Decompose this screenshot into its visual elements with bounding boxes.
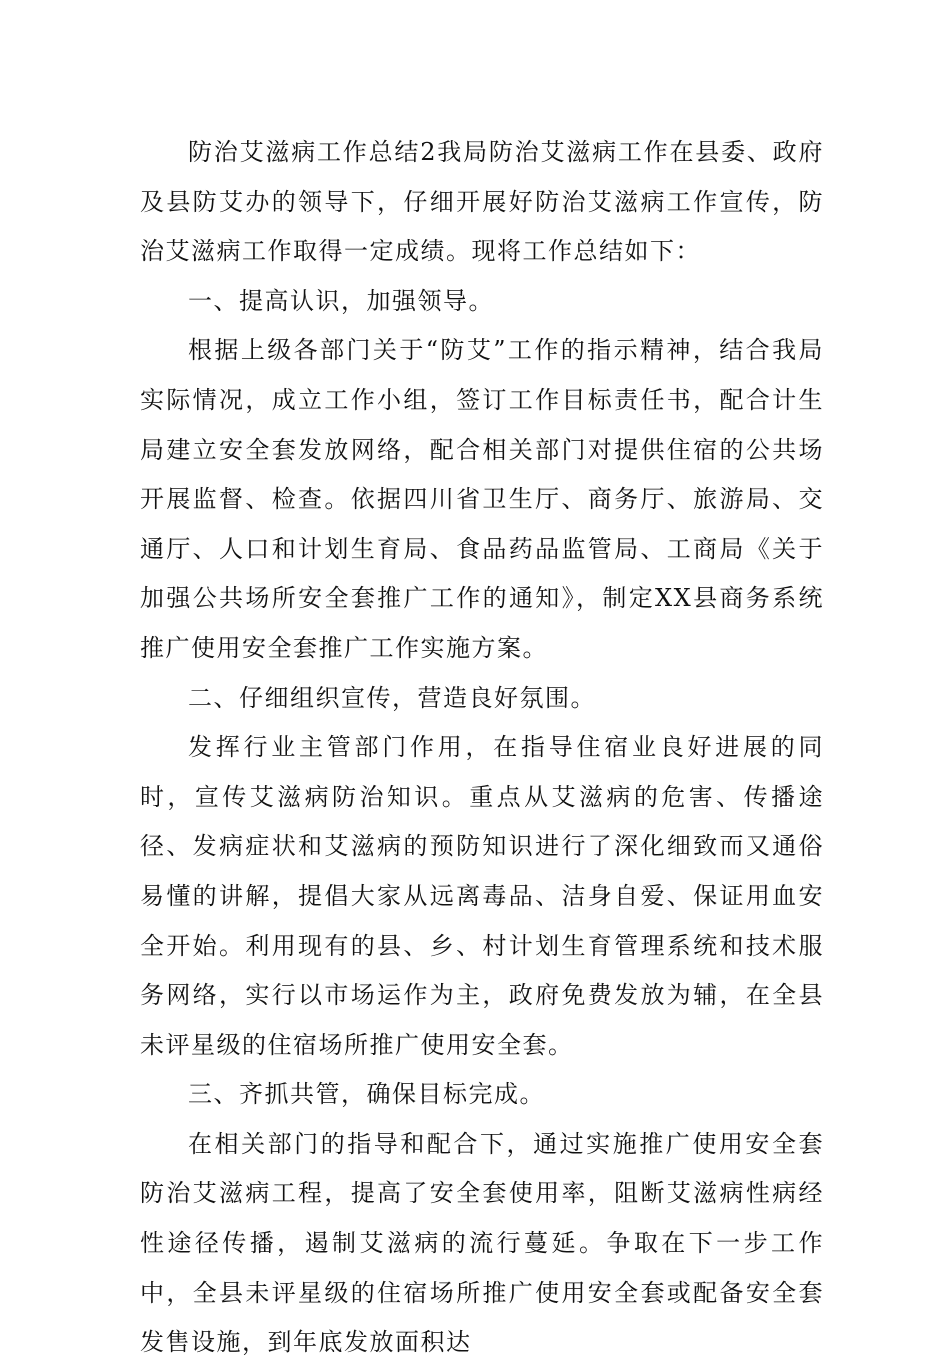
section-heading-2: 二、仔细组织宣传，营造良好氛围。 <box>188 683 596 712</box>
section-heading-1: 一、提高认识，加强领导。 <box>188 286 494 315</box>
intro-paragraph: 防治艾滋病工作总结2我局防治艾滋病工作在县委、政府及县防艾办的领导下，仔细开展好防治艾滋病工作宣传，防治艾滋病工作取得一定成绩。现将工作总结如下： <box>140 138 824 266</box>
section-2-paragraph: 发挥行业主管部门作用，在指导住宿业良好进展的同时，宣传艾滋病防治知识。重点从艾滋病的危害、传播途径、发病症状和艾滋病的预防知识进行了深化细致而又通俗易懂的讲解，提倡大家从远离毒品、洁身自爱、保证用血安全开始。利用现有的县、乡、村计划生育管理系统和技术服务网络，实行以市场运作为主，政府免费发放为辅，在全县未评星级的住宿场所推广使用安全套。 <box>140 733 824 1059</box>
section-heading-3: 三、齐抓共管，确保目标完成。 <box>188 1080 545 1109</box>
section-1-paragraph: 根据上级各部门关于“防艾”工作的指示精神，结合我局实际情况，成立工作小组，签订工作目标责任书，配合计生局建立安全套发放网络，配合相关部门对提供住宿的公共场开展监督、检查。依据四川省卫生厅、商务厅、旅游局、交通厅、人口和计划生育局、食品药品监管局、工商局《关于加强公共场所安全套推广工作的通知》，制定XX县商务系统推广使用安全套推广工作实施方案。 <box>140 336 824 662</box>
document-body <box>140 128 824 1368</box>
section-3-paragraph: 在相关部门的指导和配合下，通过实施推广使用安全套防治艾滋病工程，提高了安全套使用率，阻断艾滋病性病经性途径传播，遏制艾滋病的流行蔓延。争取在下一步工作中，全县未评星级的住宿场所推广使用安全套或配备安全套发售设施，到年底发放面积达 <box>140 1129 824 1357</box>
